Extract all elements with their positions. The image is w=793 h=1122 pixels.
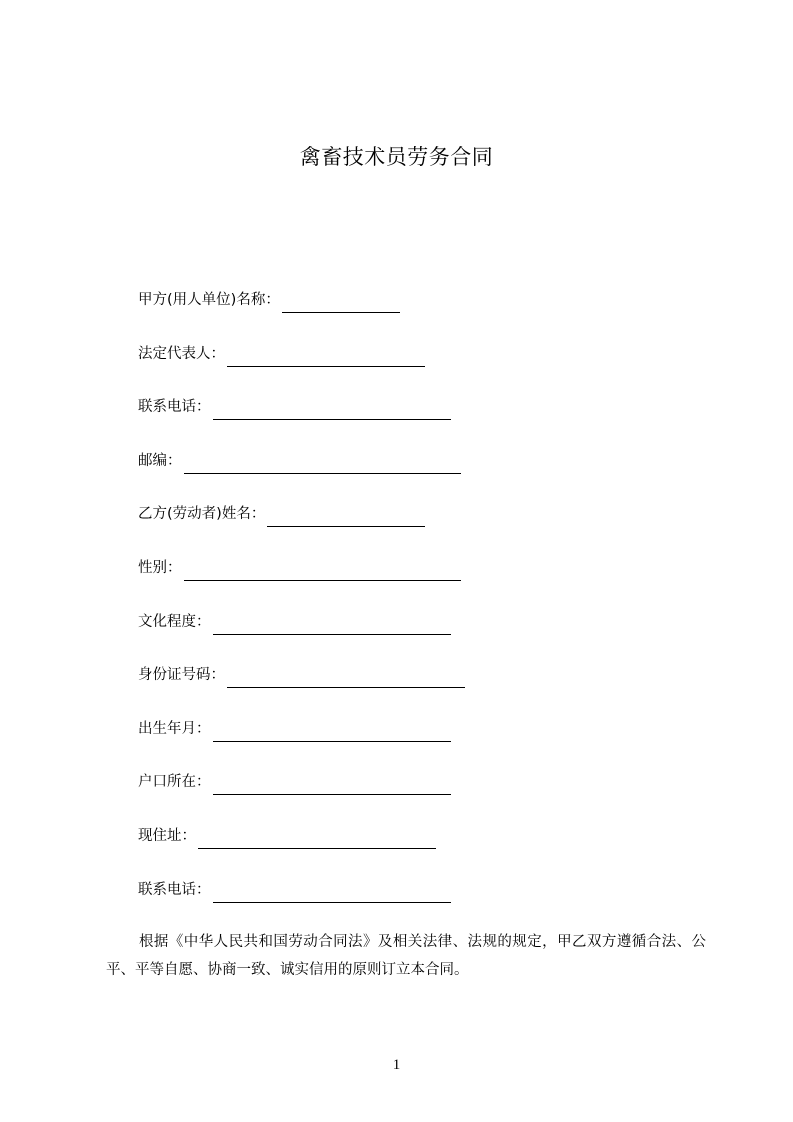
field-party-a-phone <box>138 394 465 448</box>
fill-in-blank-line[interactable] <box>213 722 451 742</box>
fill-in-blank-line[interactable] <box>282 293 400 313</box>
preamble-paragraph: 根据《中华人民共和国劳动合同法》及相关法律、法规的规定，甲乙双方遵循合法、公平、平等自愿、协商一致、诚实信用的原则订立本合同。 <box>106 934 706 978</box>
page-number: 1 <box>392 1057 401 1073</box>
fill-in-blank-line[interactable] <box>213 615 451 635</box>
field-label: 身份证号码： <box>138 667 225 684</box>
fill-in-blank-line[interactable] <box>267 507 425 527</box>
fill-in-blank-line[interactable] <box>213 883 451 903</box>
field-party-a-name <box>138 287 465 341</box>
document-title: 禽畜技术员劳务合同 <box>299 145 494 169</box>
field-party-b-phone <box>138 877 465 931</box>
fill-in-blank-line[interactable] <box>227 668 465 688</box>
field-party-b-name <box>138 501 465 555</box>
field-legal-representative <box>138 341 465 395</box>
fill-in-blank-line[interactable] <box>213 775 451 795</box>
field-label: 法定代表人： <box>138 345 225 362</box>
field-education <box>138 609 465 663</box>
fill-in-blank-line[interactable] <box>184 454 461 474</box>
field-label: 户口所在： <box>138 774 211 791</box>
field-label: 联系电话： <box>138 399 211 416</box>
field-label: 性别： <box>138 559 182 576</box>
fill-in-blank-line[interactable] <box>184 561 461 581</box>
party-info-fields <box>138 287 465 930</box>
fill-in-blank-line[interactable] <box>227 347 425 367</box>
field-label: 甲方(用人单位)名称： <box>138 292 280 308</box>
fill-in-blank-line[interactable] <box>198 829 436 849</box>
field-birth-date <box>138 716 465 770</box>
fill-in-blank-line[interactable] <box>213 400 451 420</box>
field-current-address <box>138 823 465 877</box>
field-label: 邮编： <box>138 452 182 469</box>
field-label: 文化程度： <box>138 613 211 630</box>
field-label: 乙方(劳动者)姓名： <box>138 506 266 523</box>
field-postcode <box>138 448 465 502</box>
field-id-number <box>138 662 465 716</box>
field-label: 联系电话： <box>138 881 211 898</box>
field-gender <box>138 555 465 609</box>
field-label: 出生年月： <box>138 720 211 737</box>
field-label: 现住址： <box>138 827 196 844</box>
field-household-registration <box>138 769 465 823</box>
